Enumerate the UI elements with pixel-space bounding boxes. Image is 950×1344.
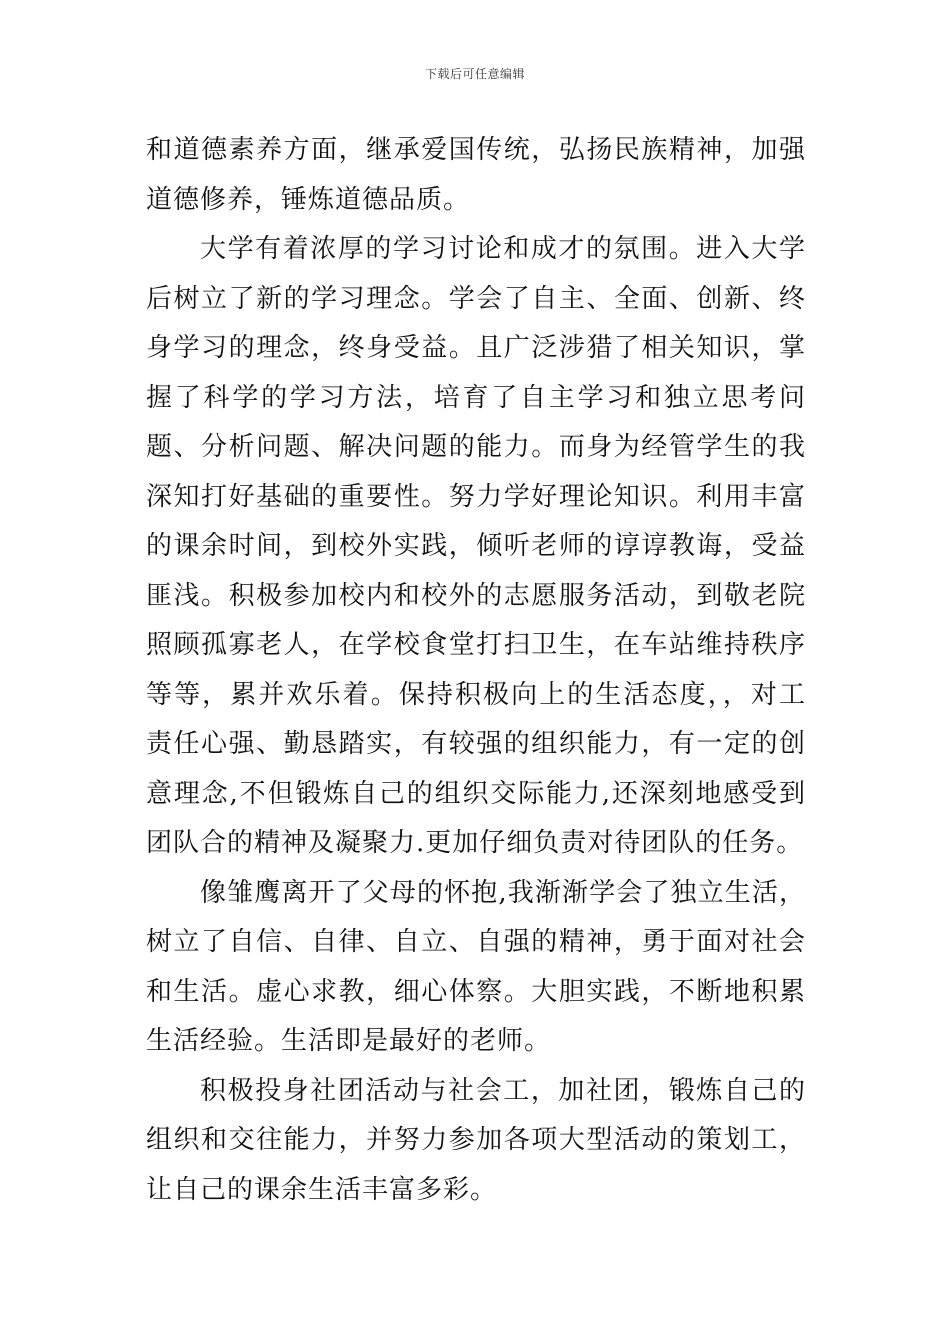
paragraph-2: 大学有着浓厚的学习讨论和成才的氛围。进入大学后树立了新的学习理念。学会了自主、全面、创新、终身学习的理念，终身受益。且广泛涉猎了相关知识，掌握了科学的学习方法，培育了自主学习和独立思考问题、分析问题、解决问题的能力。而身为经管学生的我深知打好基础的重要性。努力学好理论知识。利用丰富的课余时间，到校外实践，倾听老师的谆谆教诲，受益匪浅。积极参加校内和校外的志愿服务活动，到敬老院照顾孤寡老人，在学校食堂打扫卫生，在车站维持秩序等等，累并欢乐着。保持积极向上的生活态度，，对工责任心强、勤恳踏实，有较强的组织能力，有一定的创意理念,不但锻炼自己的组织交际能力,还深刻地感受到团队合的精神及凝聚力.更加仔细负责对待团队的任务。: [146, 234, 806, 858]
paragraph-1: 和道德素养方面，继承爱国传统，弘扬民族精神，加强道德修养，锤炼道德品质。: [146, 135, 806, 215]
page-header: 下载后可任意编辑: [424, 67, 525, 81]
document-body: [146, 126, 806, 1215]
paragraph-4: 积极投身社团活动与社会工，加社团，锻炼自己的组织和交往能力，并努力参加各项大型活动的策划工，让自己的课余生活丰富多彩。: [146, 1075, 806, 1205]
paragraph-3: 像雏鹰离开了父母的怀抱,我渐渐学会了独立生活，树立了自信、自律、自立、自强的精神，勇于面对社会和生活。虚心求教，细心体察。大胆实践，不断地积累生活经验。生活即是最好的老师。: [146, 877, 806, 1056]
